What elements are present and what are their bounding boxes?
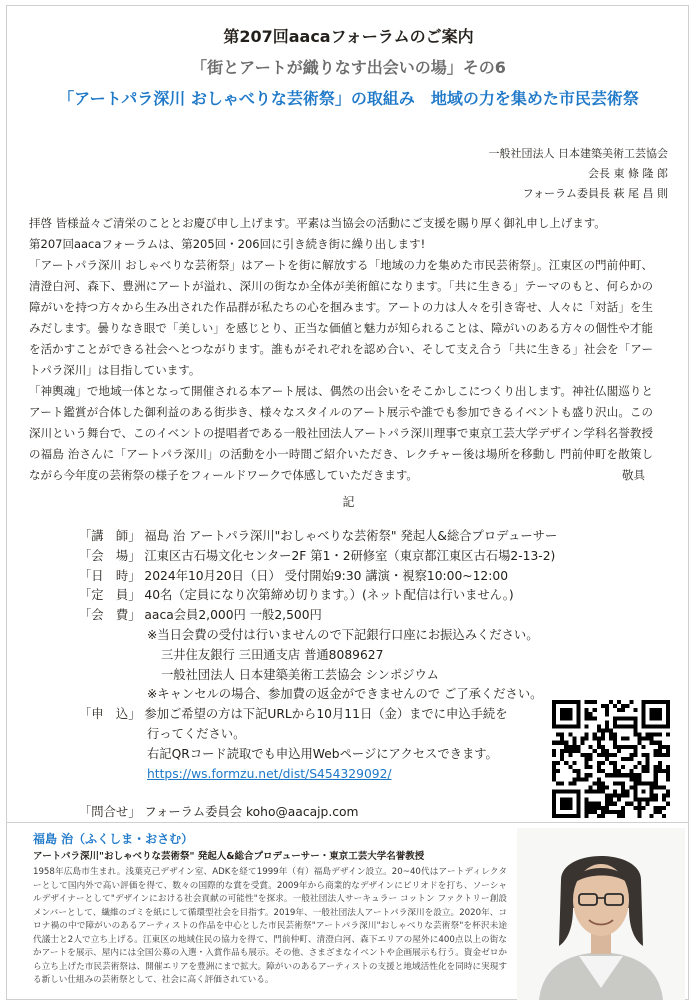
detail-cancel-note: ※キャンセルの場合、参加費の返金ができませんので ご了承ください。 xyxy=(147,687,543,702)
ki-heading: 記 xyxy=(342,495,355,509)
organization-block xyxy=(489,144,669,204)
detail-fee-note: ※当日会費の受付は行いませんので下記銀行口座にお振込みください。 xyxy=(147,627,539,642)
organization-forum-chair: フォーラム委員長 萩 尾 昌 則 xyxy=(522,187,668,200)
letter-body xyxy=(29,213,653,486)
event-text: 「神輿魂」で地域一体となって開催される本アート展は、偶然の出会いをそこかしこにつくり出します。神社仏閣巡りとアート鑑賞が合体した御利益のある街歩き、様々なスタイルのアート展示や誰でも参加できるイベントも盛り沢山。この深川という舞台で、このイベントの提唱者である一般社団法人アートパラ深川理事で東京工芸大学デザイン学科名誉教授の福島 治さんに「アートパラ深川」の活動を小一時間ご紹介いただき、レクチャー後は場所を移動し 門前仲町を散策しながら今年度の芸術祭の様子をフィールドワークで体感していただきます。 xyxy=(29,384,653,482)
detail-lecturer: 「講 師」 福島 治 アートパラ深川"おしゃべりな芸術祭" 発起人&総合プロデューサー xyxy=(79,529,558,543)
page-theme: 「アートパラ深川 おしゃべりな芸術祭」の取組み 地域の力を集めた市民芸術祭 xyxy=(58,89,639,108)
detail-contact: 「問合せ」 フォーラム委員会 koho@aacajp.com xyxy=(79,805,359,820)
greeting-paragraph: 拝啓 皆様益々ご清栄のこととお慶び申し上げます。平素は当協会の活動にご支援を賜り厚く御礼申し上げます。 xyxy=(29,216,606,230)
organization-president: 会長 東 條 隆 郎 xyxy=(588,167,668,180)
flyer-page xyxy=(6,5,689,1000)
registration-link[interactable]: https://ws.formzu.net/dist/S454329092/ xyxy=(147,766,392,781)
registration-qr-code[interactable] xyxy=(552,700,670,818)
page-subtitle: 「街とアートが織りなす出会いの場」その6 xyxy=(191,58,506,77)
closing-word: 敬具 xyxy=(622,468,645,482)
organization-name: 一般社団法人 日本建築美術工芸協会 xyxy=(488,147,668,160)
detail-account: 一般社団法人 日本建築美術工芸協会 シンポジウム xyxy=(161,667,439,682)
profile-divider xyxy=(7,822,688,823)
detail-apply: 「申 込」 参加ご希望の方は下記URLから10月11日（金）までに申込手続を xyxy=(79,707,508,722)
profile-name: 福島 治（ふくしま・おさむ） xyxy=(33,832,194,846)
detail-bank: 三井住友銀行 三田通支店 普通8089627 xyxy=(161,647,384,662)
detail-fee: 「会 費」 aaca会員2,000円 一般2,500円 xyxy=(79,608,322,623)
page-title: 第207回aacaフォーラムのご案内 xyxy=(223,27,474,46)
detail-apply-qr-note: 右記QRコード読取でも申込用Webページにアクセスできます。 xyxy=(147,746,498,761)
profile-title: アートパラ深川"おしゃべりな芸術祭" 発起人&総合プロデューサー・東京工芸大学名誉教授 xyxy=(33,851,425,862)
event-paragraph xyxy=(29,381,653,486)
profile-bio: 1958年広島市生まれ。浅葉克己デザイン室、ADKを経て1999年（有）福島デザイン設立。20~40代はアートディレクターとして国内外で高い評価を得て、数々の国際的な賞を受賞。2009年から商業的なデザインにピリオドを打ち、ソーシャルデザイナーとして"デザインにおける社会貢献の可能性"を探求。一般社団法人サーキュラー コットン ファクトリー創設メンバーとして、繊維のゴミを紙にして循環型社会を目指す。2019年、一般社団法人アートパラ深川を設立。2020年、コロナ禍の中で障がいのあるアーティストの作品を中心とした市民芸術祭"アートパラ深川"おしゃべりな芸術祭"を杯沢未途代議士と2人で立ち上げる。江東区の地域住民の協力を得て、門前仲町、清澄白河、森下エリアの屋外に400点以上の街なかアートを展示、屋内には全国公募の入選・入賞作品も展示。その他、さまざまなイベントや企画展示も行う。資金ゼロから立ち上げた市民芸術祭は、開催エリアを豊洲にまで拡大。障がいのあるアーティストの支援と地域活性化を同時に実現する新しい仕組みの芸術祭として、社会に高く評価されている。 xyxy=(33,867,507,985)
speaker-photo xyxy=(517,828,685,1000)
detail-apply-line2: 行ってください。 xyxy=(147,726,246,741)
detail-venue: 「会 場」 江東区古石場文化センター2F 第1・2研修室（東京都江東区古石場2-13-2) xyxy=(79,548,556,563)
festival-paragraph: 「アートパラ深川 おしゃべりな芸術祭」はアートを街に解放する「地域の力を集めた市民芸術祭」。江東区の門前仲町、清澄白河、森下、豊洲にアートが溢れ、深川の街なか全体が美術館になります。「共に生きる」テーマのもと、何らかの障がいを持つ方々から生み出された作品群が私たちの心を掴みます。アートの力は人々を引き寄せ、人々に「対話」を生みだします。曇りなき眼で「美しい」を感じとり、正当な価値と魅力が知られることは、障がいのある方々の個性や才能を活かすことができる社会へとつながります。誰もがそれぞれを認め合い、そして支え合う「共に生きる」社会を「アートパラ深川」は目指しています。 xyxy=(29,258,653,377)
detail-date: 「日 時」 2024年10月20日（日） 受付開始9:30 講演・視察10:00~12:00 xyxy=(79,568,509,583)
detail-capacity: 「定 員」 40名（定員になり次第締め切ります。）(ネット配信は行いません。) xyxy=(79,588,514,603)
intro-paragraph: 第207回aacaフォーラムは、第205回・206回に引き続き街に繰り出します! xyxy=(29,237,426,251)
